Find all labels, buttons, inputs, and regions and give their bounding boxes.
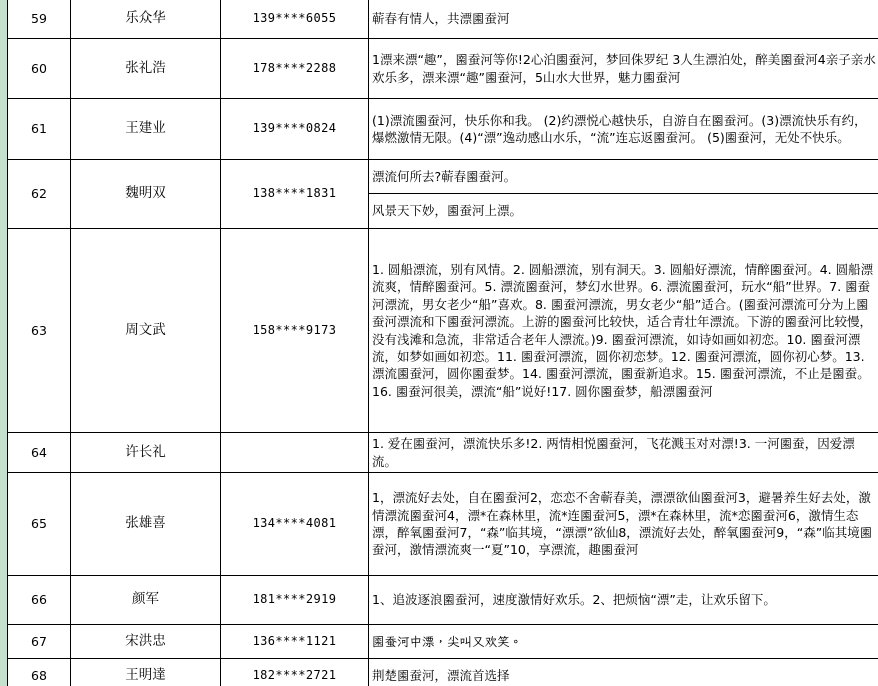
participant-name: 周文武: [71, 229, 221, 433]
participant-name: 乐众华: [71, 0, 221, 39]
phone-number: 182****2721: [221, 659, 369, 686]
table-row: [8, 659, 878, 686]
table-row: [8, 473, 878, 576]
table-row: [8, 99, 878, 160]
row-number: 68: [8, 659, 71, 686]
row-number: 66: [8, 576, 71, 625]
slogan-text: 𪢮蚕河中漂，尖叫又欢笑。: [369, 625, 878, 659]
slogan-text: 1. 爱在𪢮蚕河，漂流快乐多!2. 两情相悦𪢮蚕河，飞花溅玉对对漂!3. 一河𪢮蚕，因爱漂流。: [369, 433, 878, 473]
phone-number: 136****1121: [221, 625, 369, 659]
table-row: [8, 160, 878, 194]
phone-number: 139****6055: [221, 0, 369, 39]
slogan-text: 1，漂流好去处，自在𪢮蚕河2，恋恋不舍蕲春美，漂漂欲仙𪢮蚕河3，避暑养生好去处，激情漂流𪢮蚕河4，漂*在森林里，流*连𪢮蚕河5，漂*在森林里，流*恋𪢮蚕河6，激情生态漂，醉氧𪢮蚕河7，“森”临其境，“漂漂”欲仙8，漂流好去处，醉氧𪢮蚕河9，“森”临其境𪢮蚕河，激情漂流爽一“夏”10，享漂流，趣𪢮蚕河: [369, 473, 878, 576]
table-row: [8, 576, 878, 625]
participant-name: 颜军: [71, 576, 221, 625]
row-number: 62: [8, 160, 71, 229]
table-row: [8, 433, 878, 473]
slogan-text: 荆楚𪢮蚕河，漂流首选择: [369, 659, 878, 686]
phone-number: 139****0824: [221, 99, 369, 160]
participant-name: 王明達: [71, 659, 221, 686]
slogan-text: 1、追波逐浪𪢮蚕河，速度激情好欢乐。2、把烦恼“漂”走，让欢乐留下。: [369, 576, 878, 625]
table-row: [8, 229, 878, 433]
phone-number: 181****2919: [221, 576, 369, 625]
participant-name: 魏明双: [71, 160, 221, 229]
row-number: 60: [8, 39, 71, 99]
phone-number: 178****2288: [221, 39, 369, 99]
row-number: 61: [8, 99, 71, 160]
slogan-table: [7, 0, 878, 686]
row-number: 67: [8, 625, 71, 659]
row-number: 65: [8, 473, 71, 576]
slogan-text: 蕲春有情人，共漂𪢮蚕河: [369, 0, 878, 39]
slogan-text: 漂流何所去?蕲春𪢮蚕河。: [369, 160, 878, 194]
phone-number: 158****9173: [221, 229, 369, 433]
slogan-text: 风景天下妙，𪢮蚕河上漂。: [369, 194, 878, 229]
table-row: [8, 39, 878, 99]
row-number: 64: [8, 433, 71, 473]
phone-number: [221, 433, 369, 473]
slogan-text: 1. 圆船漂流，别有风情。2. 圆船漂流，别有洞天。3. 圆船好漂流，情醉𪢮蚕河。4. 圆船漂流爽，情醉𪢮蚕河。5. 漂流𪢮蚕河，梦幻水世界。6. 漂流𪢮蚕河，玩水“船”世界。7. 𪢮蚕河漂流，男女老少“船”喜欢。8. 𪢮蚕河漂流，男女老少“船”适合。(𪢮蚕河漂流可分为上𪢮蚕河漂流和下𪢮蚕河漂流。上游的𪢮蚕河比较快，适合青壮年漂流。下游的𪢮蚕河比较慢，没有浅滩和急流，非常适合老年人漂流。)9. 𪢮蚕河漂流，如诗如画如初恋。10. 𪢮蚕河漂流，如梦如画如初恋。11. 𪢮蚕河漂流，圆你初恋梦。12. 𪢮蚕河漂流，圆你初心梦。13. 漂流𪢮蚕河，圆你𪢮蚕梦。14. 𪢮蚕河漂流，𪢮蚕新追求。15. 𪢮蚕河漂流，不止是𪢮蚕。16. 𪢮蚕河很美，漂流“船”说好!17. 圆你𪢮蚕梦，船漂𪢮蚕河: [369, 229, 878, 433]
slogan-text: 1漂来漂“趣”，𪢮蚕河等你!2心泊𪢮蚕河，梦回侏罗纪 3人生漂泊处，醉美𪢮蚕河4亲子亲水欢乐多，漂来漂“趣”𪢮蚕河，5山水大世界，魅力𪢮蚕河: [369, 39, 878, 99]
phone-number: 134****4081: [221, 473, 369, 576]
row-number: 63: [8, 229, 71, 433]
participant-name: 张礼浩: [71, 39, 221, 99]
participant-name: 许长礼: [71, 433, 221, 473]
slogan-text: (1)漂流𪢮蚕河，快乐你和我。 (2)约漂悦心越快乐，自游自在𪢮蚕河。(3)漂流快乐有约，爆燃激情无限。(4)“漂”逸动感山水乐，“流”连忘返𪢮蚕河。 (5)𪢮蚕河，无处不快乐。: [369, 99, 878, 160]
row-number: 59: [8, 0, 71, 39]
participant-name: 宋洪忠: [71, 625, 221, 659]
table-row: [8, 625, 878, 659]
participant-name: 张雄喜: [71, 473, 221, 576]
table-row: [8, 0, 878, 39]
participant-name: 王建业: [71, 99, 221, 160]
phone-number: 138****1831: [221, 160, 369, 229]
